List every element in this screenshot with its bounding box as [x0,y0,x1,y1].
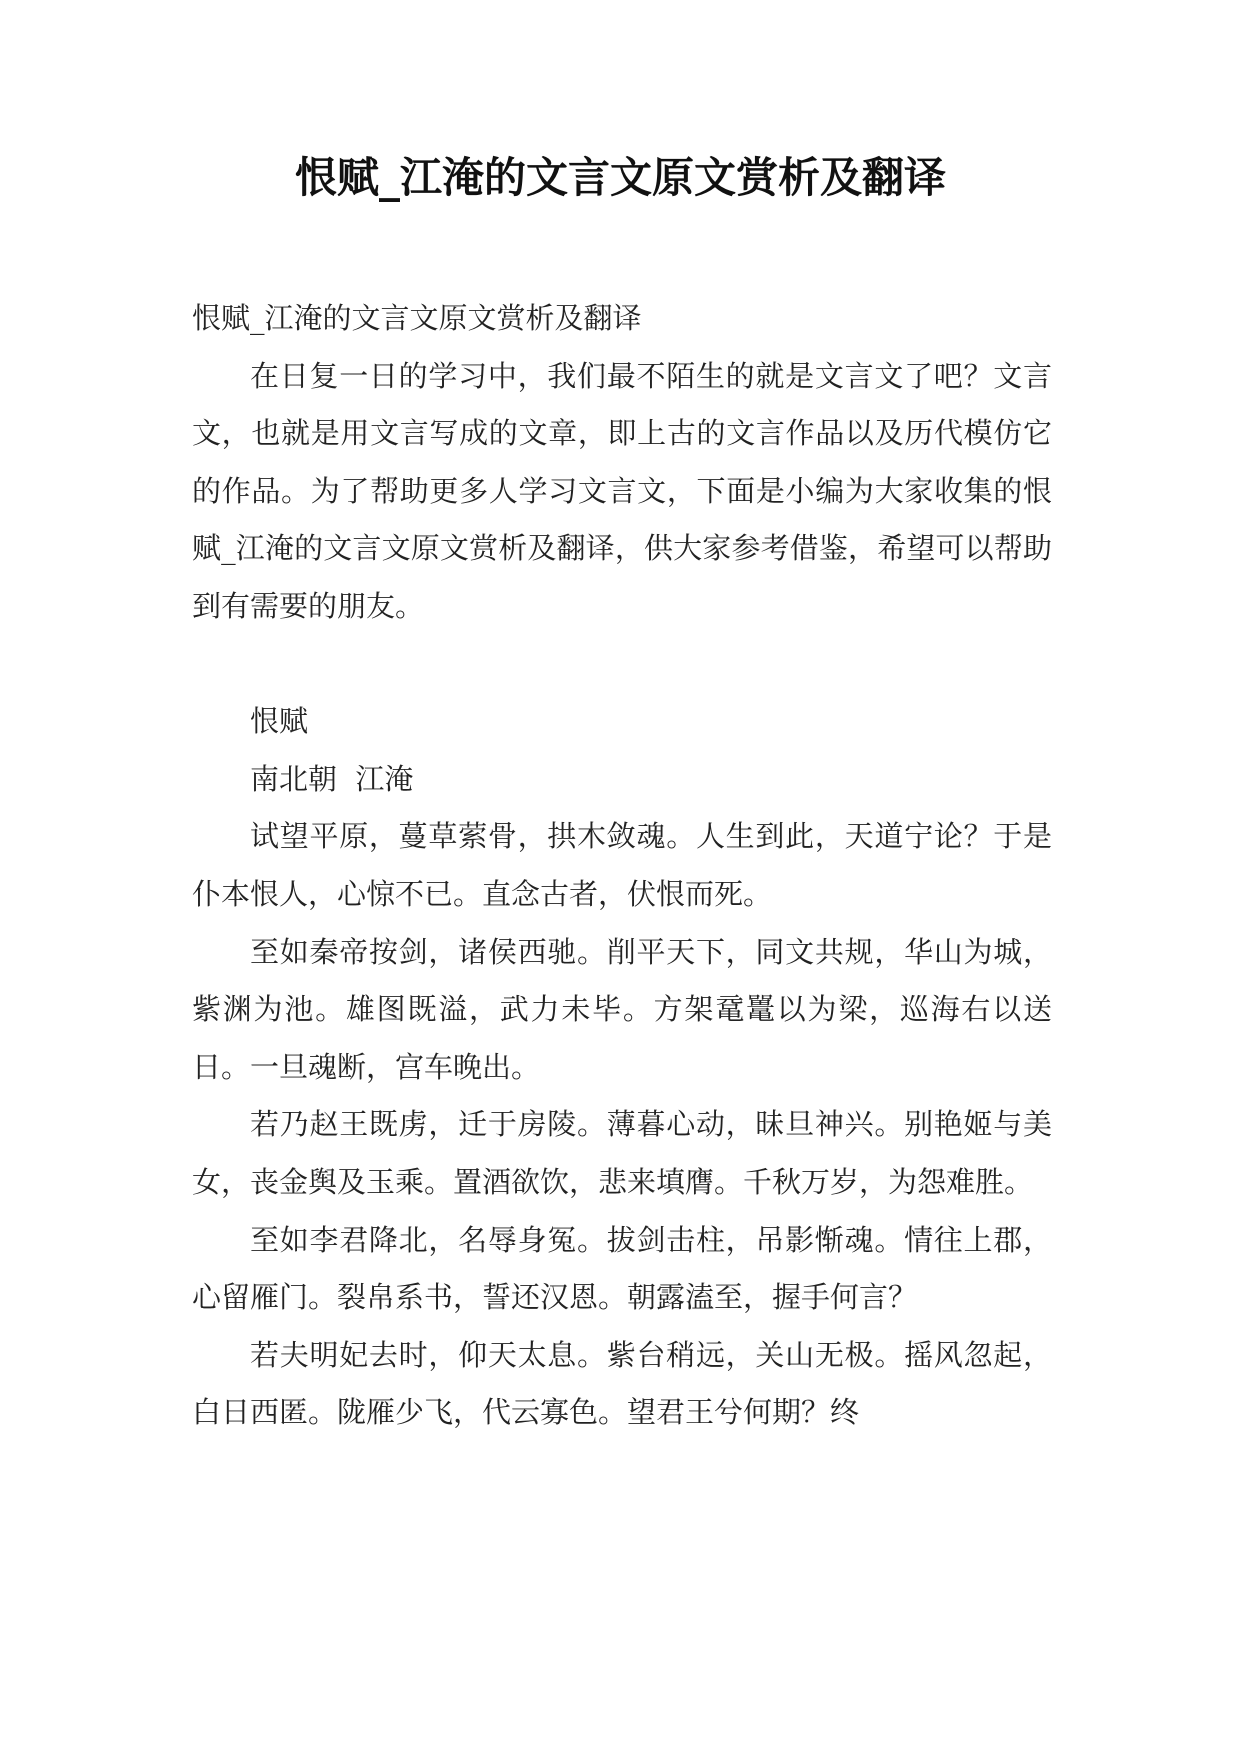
document-body [192,290,1052,1442]
poem-paragraph: 若乃赵王既虏，迁于房陵。薄暮心动，昧旦神兴。别艳姬与美女，丧金舆及玉乘。置酒欲饮，悲来填膺。千秋万岁，为怨难胜。 [192,1107,1052,1199]
intro-paragraph: 在日复一日的学习中，我们最不陌生的就是文言文了吧？文言文，也就是用文言写成的文章，即上古的文言作品以及历代模仿它的作品。为了帮助更多人学习文言文，下面是小编为大家收集的恨赋_江淹的文言文原文赏析及翻译，供大家参考借鉴，希望可以帮助到有需要的朋友。 [192,358,1052,623]
document-title: 恨赋_江淹的文言文原文赏析及翻译 [294,153,946,202]
poem-title: 恨赋 [250,704,309,739]
subtitle-line: 恨赋_江淹的文言文原文赏析及翻译 [192,301,642,335]
author-line: 南北朝 江淹 [250,761,414,796]
poem-paragraph: 至如李君降北，名辱身冤。拔剑击柱，吊影惭魂。情往上郡，心留雁门。裂帛系书，誓还汉恩。朝露溘至，握手何言？ [192,1222,1052,1315]
blank-line [192,636,1052,694]
poem-paragraph: 若夫明妃去时，仰天太息。紫台稍远，关山无极。摇风忽起，白日西匿。陇雁少飞，代云寡色。望君王兮何期？终 [192,1337,1052,1430]
poem-paragraph: 试望平原，蔓草萦骨，拱木敛魂。人生到此，天道宁论？于是仆本恨人，心惊不已。直念古者，伏恨而死。 [192,819,1052,911]
poem-paragraph: 至如秦帝按剑，诸侯西驰。削平天下，同文共规，华山为城，紫渊为池。雄图既溢，武力未毕。方架鼋鼍以为梁，巡海右以送日。一旦魂断，宫车晚出。 [192,934,1052,1084]
